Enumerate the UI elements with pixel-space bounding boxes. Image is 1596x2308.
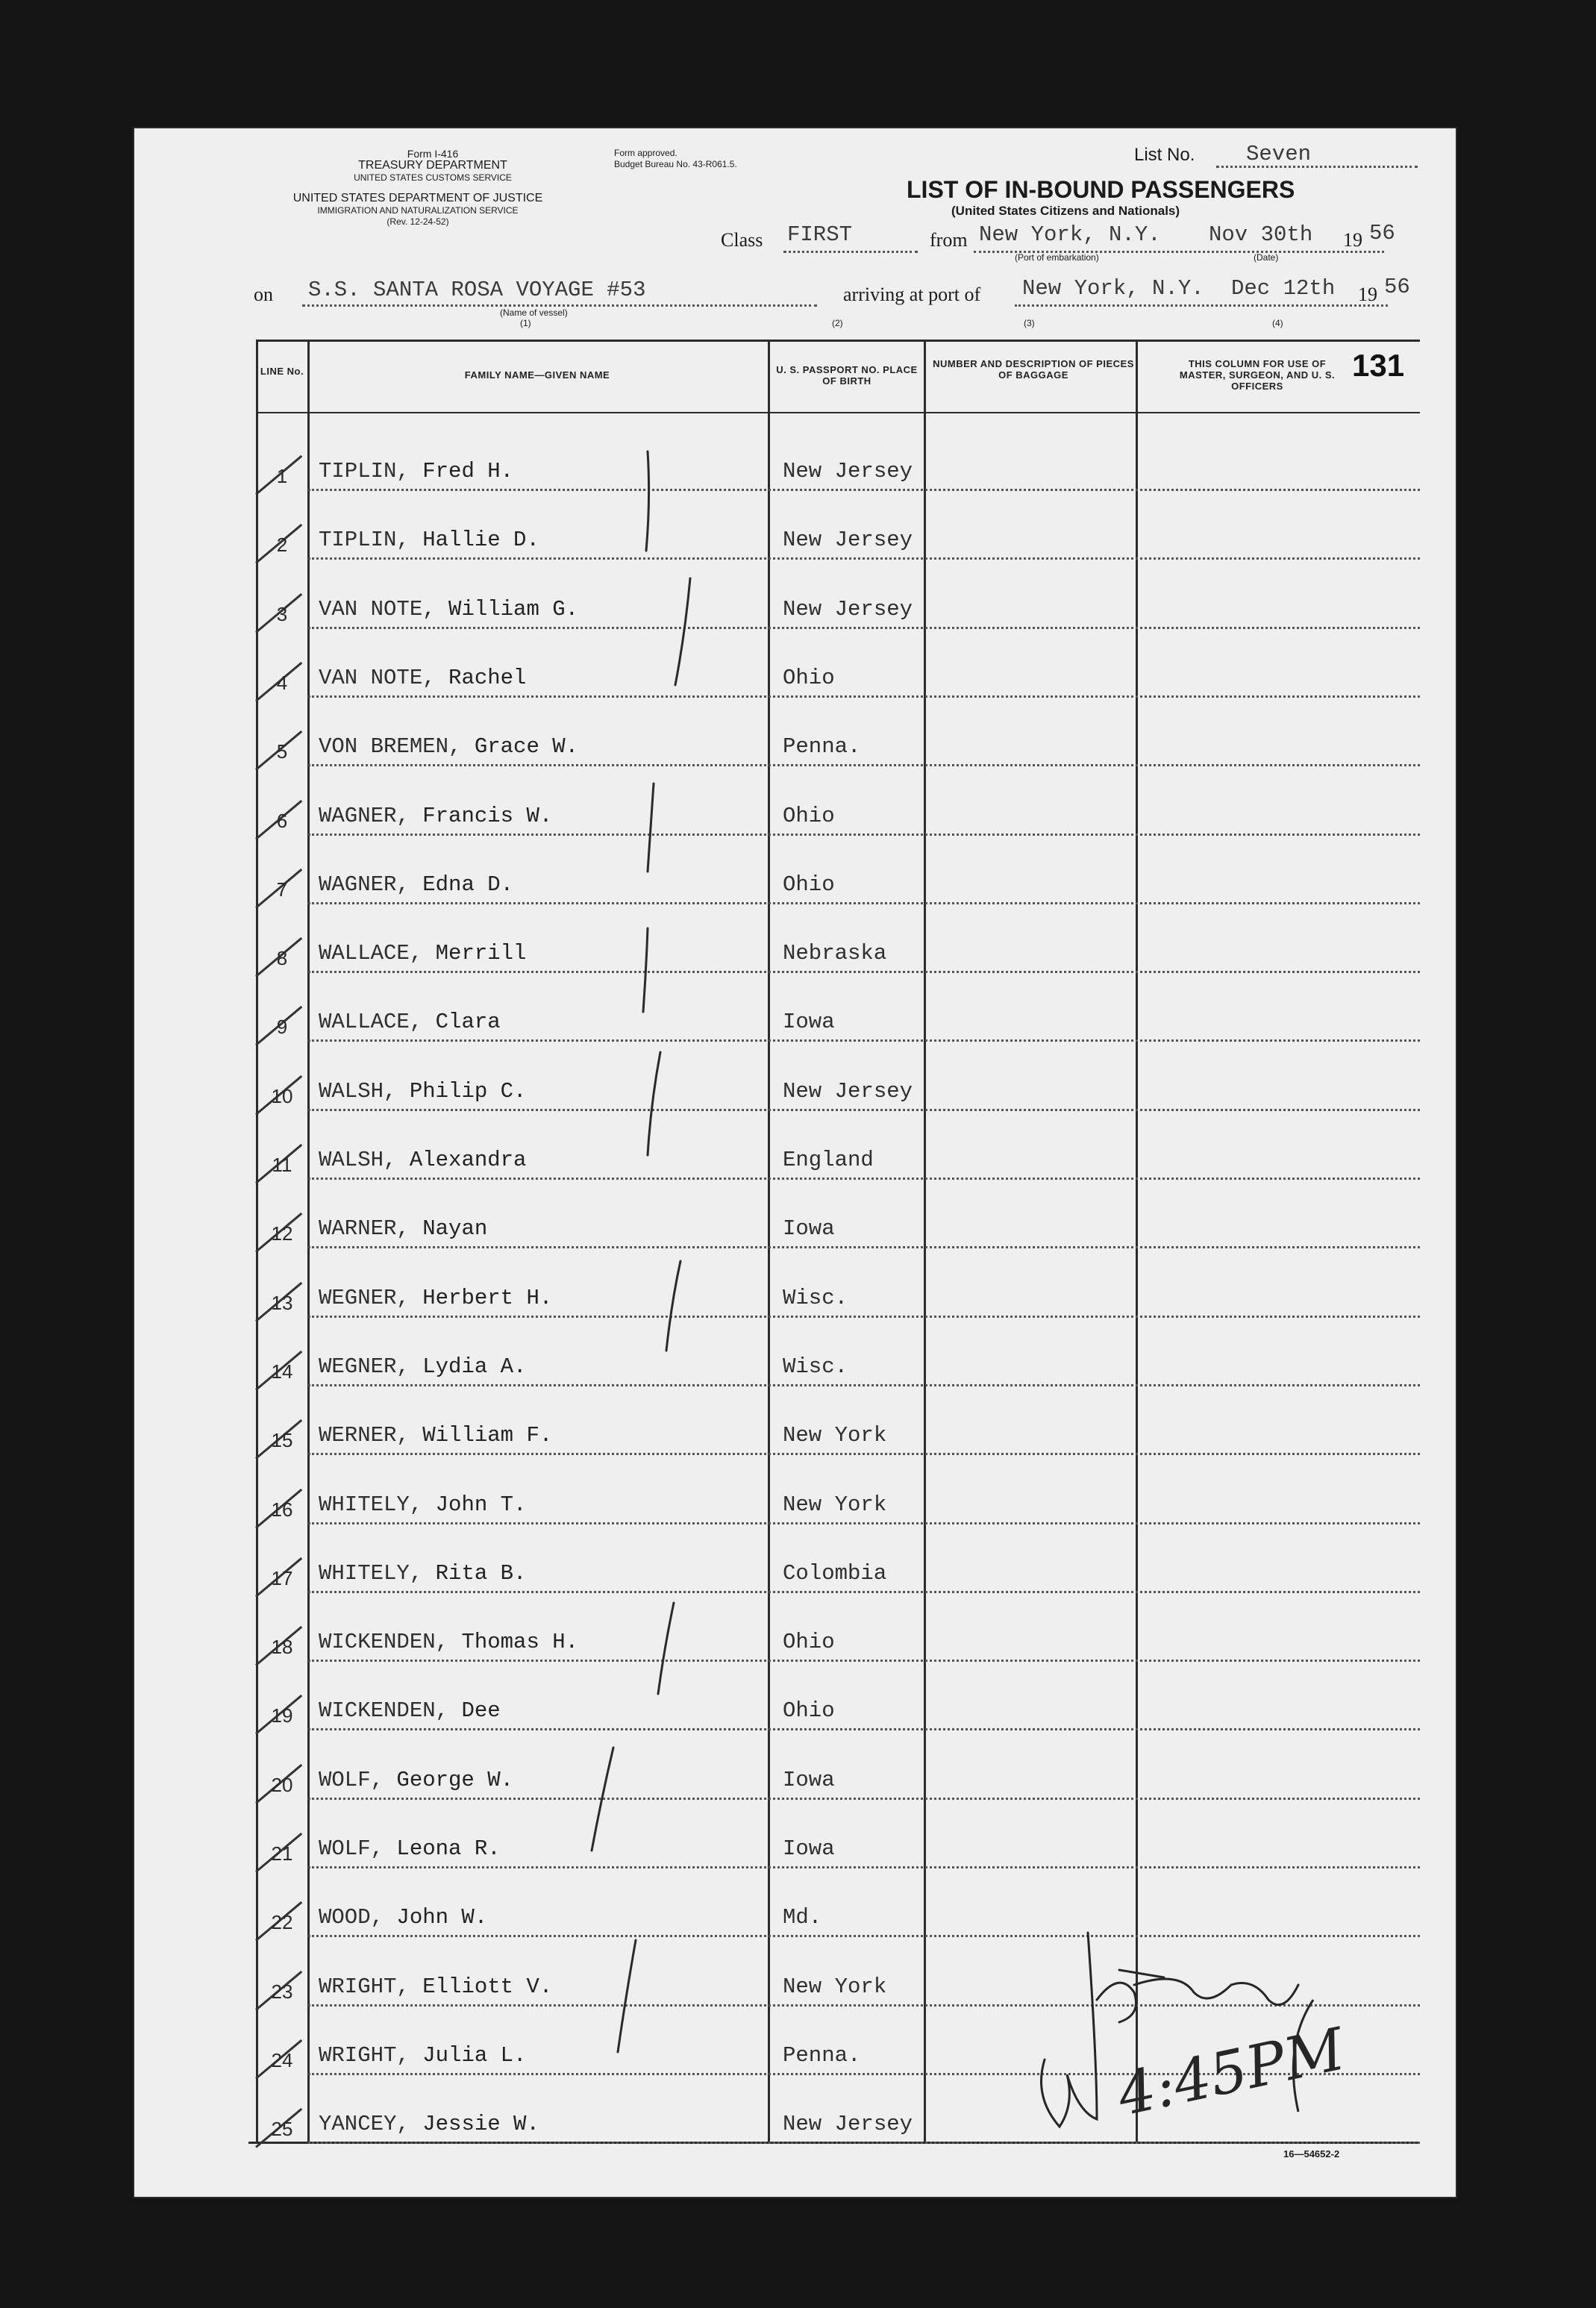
family-name: WALLACE, xyxy=(319,1010,423,1035)
family-name: WALLACE, xyxy=(319,941,423,966)
tick-mark-rows-20-21 xyxy=(592,1748,613,1851)
given-name: Rachel xyxy=(448,665,527,690)
place-of-birth: New Jersey xyxy=(783,459,913,484)
family-name: WICKENDEN, xyxy=(319,1630,449,1655)
budget-bureau: Budget Bureau No. 43-R061.5. xyxy=(614,159,737,169)
line-number: 17 xyxy=(271,1566,293,1589)
family-name: WOLF, xyxy=(319,1767,384,1792)
line-number: 21 xyxy=(271,1842,293,1865)
given-name: Grace W. xyxy=(474,734,579,760)
place-of-birth: New Jersey xyxy=(783,1078,913,1104)
given-name: Dee xyxy=(461,1698,501,1724)
given-name: Herbert H. xyxy=(422,1285,553,1310)
given-name: Fred H. xyxy=(422,459,514,484)
line-number: 8 xyxy=(276,947,288,970)
on-label: on xyxy=(254,284,273,305)
header-baggage: NUMBER AND DESCRIPTION OF PIECES OF BAGGAGE xyxy=(933,358,1134,381)
family-name: WOLF, xyxy=(319,1836,384,1861)
col3-number: (3) xyxy=(1024,318,1035,328)
ins-service: IMMIGRATION AND NATURALIZATION SERVICE xyxy=(317,205,519,216)
place-of-birth: Ohio xyxy=(783,665,835,690)
given-name: Thomas H. xyxy=(461,1630,579,1655)
given-name: Jessie W. xyxy=(422,2112,539,2137)
line-number: 12 xyxy=(271,1222,293,1245)
family-name: VON BREMEN, xyxy=(319,734,462,760)
place-of-birth: Wisc. xyxy=(783,1285,848,1310)
given-name: Rita B. xyxy=(435,1560,527,1586)
year-prefix-2: 19 xyxy=(1358,284,1377,305)
tick-mark-rows-8-9 xyxy=(643,928,648,1012)
line-number: 1 xyxy=(276,465,288,487)
line-number: 9 xyxy=(276,1016,288,1039)
date-label: (Date) xyxy=(1254,252,1279,263)
family-name: WRIGHT, xyxy=(319,1974,410,1999)
family-name: VAN NOTE, xyxy=(319,596,436,622)
family-name: WAGNER, xyxy=(319,872,410,897)
treasury-dept: TREASURY DEPARTMENT xyxy=(358,159,507,172)
place-of-birth: Iowa xyxy=(783,1216,835,1242)
year-arrival: 56 xyxy=(1384,275,1410,299)
given-name: Nayan xyxy=(422,1216,488,1242)
col2-number: (2) xyxy=(832,318,843,328)
given-name: John W. xyxy=(396,1905,488,1930)
family-name: WHITELY, xyxy=(319,1492,423,1517)
place-of-birth: Wisc. xyxy=(783,1354,848,1379)
family-name: VAN NOTE, xyxy=(319,665,436,690)
place-of-birth: Ohio xyxy=(783,1630,835,1655)
line-number: 22 xyxy=(271,1911,293,1934)
tick-mark-rows-10-11 xyxy=(648,1052,660,1155)
given-name: Leona R. xyxy=(396,1836,501,1861)
col4-number: (4) xyxy=(1272,318,1283,328)
tick-mark-rows-13-14 xyxy=(666,1261,680,1351)
place-of-birth: New Jersey xyxy=(783,528,913,553)
class-label: Class xyxy=(721,229,763,251)
given-name: George W. xyxy=(396,1767,514,1792)
vessel-col-num: (1) xyxy=(520,318,531,328)
place-of-birth: Md. xyxy=(783,1905,822,1930)
given-name: Francis W. xyxy=(422,803,553,828)
given-name: Elliott V. xyxy=(422,1974,553,1999)
list-no-label: List No. xyxy=(1134,145,1195,165)
family-name: WOOD, xyxy=(319,1905,384,1930)
given-name: Lydia A. xyxy=(422,1354,527,1379)
line-number: 14 xyxy=(271,1360,293,1383)
given-name: Edna D. xyxy=(422,872,514,897)
family-name: WARNER, xyxy=(319,1216,410,1242)
given-name: Clara xyxy=(435,1010,501,1035)
line-number: 4 xyxy=(276,671,288,694)
line-number: 24 xyxy=(271,2048,293,2071)
line-number: 25 xyxy=(271,2118,293,2141)
line-number: 6 xyxy=(276,809,288,832)
tick-mark-rows-6-7 xyxy=(648,784,654,872)
arriving-label: arriving at port of xyxy=(843,284,981,305)
form-subtitle: (United States Citizens and Nationals) xyxy=(951,204,1180,218)
given-name: Alexandra xyxy=(409,1148,527,1172)
revision: (Rev. 12-24-52) xyxy=(387,216,449,227)
from-date: Nov 30th xyxy=(1209,222,1313,247)
line-number: 20 xyxy=(271,1773,293,1796)
vessel-label: (Name of vessel) xyxy=(500,307,568,318)
time-note: 4:45PM xyxy=(1112,2015,1351,2130)
tick-mark-rows-18-19 xyxy=(658,1603,674,1694)
from-value: New York, N.Y. xyxy=(979,222,1161,247)
place-of-birth: Ohio xyxy=(783,1698,835,1724)
place-of-birth: Iowa xyxy=(783,1010,835,1035)
tick-mark-rows-1-2 xyxy=(646,451,649,551)
given-name: Julia L. xyxy=(422,2042,527,2068)
place-of-birth: Iowa xyxy=(783,1836,835,1861)
customs-service: UNITED STATES CUSTOMS SERVICE xyxy=(354,172,512,183)
line-number: 15 xyxy=(271,1429,293,1452)
place-of-birth: Penna. xyxy=(783,2042,861,2068)
year-from: 56 xyxy=(1369,221,1395,246)
place-of-birth: Ohio xyxy=(783,803,835,828)
form-number: Form I-416 xyxy=(407,148,459,160)
place-of-birth: New York xyxy=(783,1423,887,1448)
place-of-birth: Penna. xyxy=(783,734,861,760)
place-of-birth: New York xyxy=(783,1974,887,1999)
header-passport: U. S. PASSPORT NO. PLACE OF BIRTH xyxy=(776,364,918,387)
tick-mark-rows-3-4 xyxy=(675,578,690,685)
form-title: LIST OF IN-BOUND PASSENGERS xyxy=(907,176,1295,203)
given-name: John T. xyxy=(435,1492,527,1517)
line-number: 11 xyxy=(272,1154,292,1176)
line-number: 23 xyxy=(271,1980,293,2003)
given-name: Hallie D. xyxy=(422,528,539,553)
family-name: WICKENDEN, xyxy=(319,1698,449,1724)
line-number: 10 xyxy=(271,1084,293,1107)
place-of-birth: Ohio xyxy=(783,872,835,897)
class-value: FIRST xyxy=(787,222,853,247)
footer-code: 16—54652-2 xyxy=(1283,2148,1340,2160)
header-name: FAMILY NAME—GIVEN NAME xyxy=(464,369,610,381)
from-label: from xyxy=(930,229,968,251)
port-embarkation-label: (Port of embarkation) xyxy=(1015,252,1099,263)
header-line-no: LINE No. xyxy=(260,366,304,377)
family-name: WAGNER, xyxy=(319,803,410,828)
family-name: YANCEY, xyxy=(319,2112,410,2137)
given-name: William G. xyxy=(448,596,579,622)
line-number: 7 xyxy=(276,878,288,901)
arrival-date: Dec 12th xyxy=(1231,276,1336,301)
family-name: WHITELY, xyxy=(319,1560,423,1586)
vessel-name: S.S. SANTA ROSA VOYAGE #53 xyxy=(308,278,646,302)
family-name: TIPLIN, xyxy=(319,459,410,484)
place-of-birth: England xyxy=(783,1148,874,1172)
place-of-birth: New Jersey xyxy=(783,596,913,622)
line-number: 13 xyxy=(271,1291,293,1314)
year-prefix-1: 19 xyxy=(1343,229,1362,251)
place-of-birth: Nebraska xyxy=(783,941,887,966)
place-of-birth: Iowa xyxy=(783,1767,835,1792)
family-name: WALSH, xyxy=(319,1148,397,1172)
given-name: Philip C. xyxy=(409,1078,527,1104)
given-name: Merrill xyxy=(435,941,527,966)
family-name: WERNER, xyxy=(319,1423,410,1448)
page-number: 131 xyxy=(1352,348,1405,383)
place-of-birth: New York xyxy=(783,1492,887,1517)
header-officers: THIS COLUMN FOR USE OF MASTER, SURGEON, AND U. S. OFFICERS xyxy=(1179,358,1336,392)
list-no-value: Seven xyxy=(1246,142,1312,166)
family-name: WEGNER, xyxy=(319,1285,410,1310)
line-number: 5 xyxy=(276,740,288,763)
line-number: 2 xyxy=(276,534,288,557)
line-number: 16 xyxy=(271,1498,293,1521)
given-name: William F. xyxy=(422,1423,553,1448)
tick-mark-rows-23-24 xyxy=(618,1940,636,2052)
line-number: 18 xyxy=(271,1636,293,1659)
line-number: 3 xyxy=(276,602,288,625)
family-name: TIPLIN, xyxy=(319,528,410,553)
form-approved: Form approved. xyxy=(614,148,677,158)
place-of-birth: New Jersey xyxy=(783,2112,913,2137)
line-number: 19 xyxy=(271,1704,293,1727)
justice-dept: UNITED STATES DEPARTMENT OF JUSTICE xyxy=(292,192,543,204)
family-name: WEGNER, xyxy=(319,1354,410,1379)
place-of-birth: Colombia xyxy=(783,1560,887,1586)
arrival-port: New York, N.Y. xyxy=(1022,276,1204,301)
family-name: WALSH, xyxy=(319,1078,397,1104)
family-name: WRIGHT, xyxy=(319,2042,410,2068)
